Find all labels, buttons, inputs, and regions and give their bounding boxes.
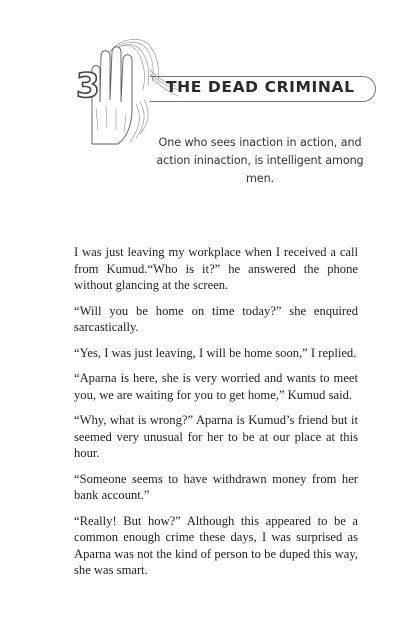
chapter-number: 3 (76, 66, 100, 106)
epigraph-line: action ininaction, is intelligent among men. (156, 154, 364, 185)
paragraph: “Really! But how?” Although this appeared to be a common enough crime these days, I was surprised as Aparna was not the kind of person to be duped this way, she was smart. (74, 513, 358, 577)
paragraph: “Yes, I was just leaving, I will be home soon,” I replied. (74, 345, 357, 360)
epigraph (150, 134, 370, 188)
paragraph: “Will you be home on time today?” she enquired sarcastically. (74, 303, 358, 334)
paragraph: “Aparna is here, she is very worried and wants to meet you, we are waiting for you to get home,” Kumud said. (74, 371, 358, 402)
epigraph-line: One who sees inaction in action, and (158, 136, 362, 149)
paragraph: “Why, what is wrong?” Aparna is Kumud’s friend but it seemed very unusual for her to be at our place at this hour. (74, 413, 358, 460)
paragraph: “Someone seems to have withdrawn money from her bank account.” (74, 471, 358, 502)
paragraph: I was just leaving my workplace when I received a call from Kumud.“Who is it?” he answered the phone without glancing at the screen. (74, 245, 358, 292)
chapter-body (74, 244, 358, 588)
chapter-title: THE DEAD CRIMINAL (166, 78, 355, 96)
